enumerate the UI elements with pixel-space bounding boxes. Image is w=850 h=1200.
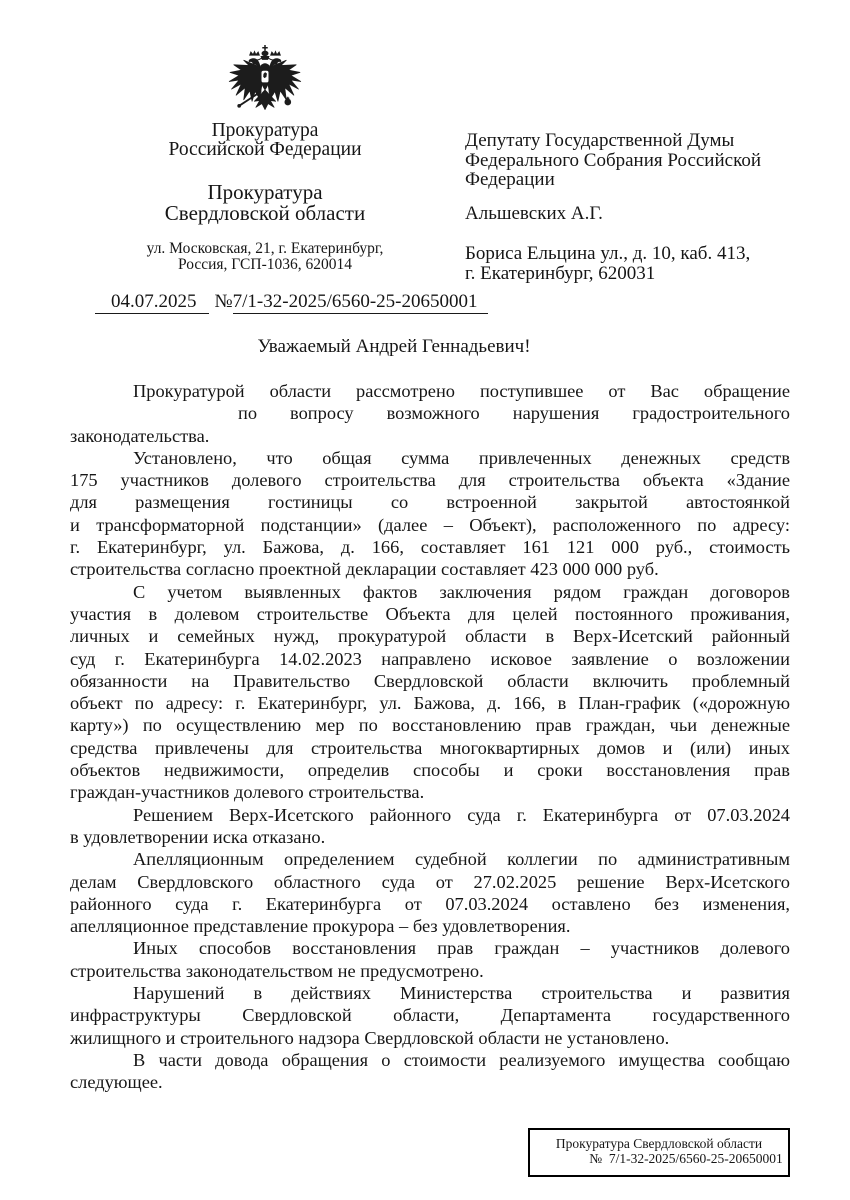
body-line: Нарушений в действиях Министерства строительства и развития bbox=[133, 983, 790, 1004]
stamp-org-name: Прокуратура Свердловской области bbox=[555, 1136, 763, 1151]
body-line: средства привлечены для строительства многоквартирных домов и (или) иных bbox=[70, 737, 790, 758]
sender-block bbox=[100, 45, 430, 273]
body-line: Прокуратурой области рассмотрено поступившее от Вас обращение bbox=[133, 381, 790, 401]
body-line: строительства согласно проектной декларации составляет 423 000 000 руб. bbox=[70, 559, 659, 580]
sender-address-line1: ул. Московская, 21, г. Екатеринбург, bbox=[146, 240, 384, 257]
body-line: участия в долевом строительстве Объекта для целей постоянного проживания, bbox=[70, 603, 790, 624]
paragraph bbox=[70, 1049, 790, 1094]
body-line: граждан-участников долевого строительства. bbox=[70, 782, 425, 803]
body-line: Установлено, что общая сумма привлеченных денежных средств bbox=[133, 447, 790, 468]
body-line: объектов недвижимости, определив способы и сроки восстановления прав bbox=[70, 760, 790, 781]
body-line: Иных способов восстановления прав граждан – участников долевого bbox=[133, 938, 790, 959]
org-name-federation-line1: Прокуратура bbox=[211, 120, 319, 141]
body-line: Апелляционным определением судебной коллегии по административным bbox=[133, 849, 790, 870]
body-line: В части довода обращения о стоимости реализуемого имущества сообщаю bbox=[133, 1049, 790, 1070]
org-name-federation-line2: Российской Федерации bbox=[168, 138, 362, 160]
recipient-position-line1: Депутату Государственной Думы bbox=[465, 130, 735, 151]
number-sign: № bbox=[214, 291, 233, 312]
body-line: районного суда г. Екатеринбурга от 07.03.2024 оставлено без изменения, bbox=[70, 893, 790, 914]
body-line: строительства законодательством не предусмотрено. bbox=[70, 960, 484, 981]
body-line: по вопросу возможного нарушения градостроительного bbox=[238, 403, 790, 424]
paragraph bbox=[70, 804, 790, 849]
body-line: обязанности на Правительство Свердловской области включить проблемный bbox=[70, 670, 790, 691]
recipient-position-line3: Федерации bbox=[465, 169, 555, 190]
body-line: объект по адресу: г. Екатеринбург, ул. Бажова, д. 166, в План-график («дорожную bbox=[70, 693, 790, 714]
body-line: апелляционное представление прокурора – без удовлетворения. bbox=[70, 916, 571, 937]
body-line: личных и семейных нужд, прокуратурой области в Верх-Исетский районный bbox=[70, 626, 790, 647]
recipient-position-line2: Федерального Собрания Российской bbox=[465, 149, 762, 171]
org-name-region-line2: Свердловской области bbox=[164, 201, 366, 225]
body-line: суд г. Екатеринбурга 14.02.2023 направлено исковое заявление о возложении bbox=[70, 648, 790, 669]
paragraph bbox=[70, 380, 790, 447]
paragraph bbox=[70, 937, 790, 982]
recipient-name: Альшевских А.Г. bbox=[465, 202, 603, 224]
paragraph bbox=[70, 447, 790, 581]
body-line: делам Свердловского областного суда от 27.02.2025 решение Верх-Исетского bbox=[70, 871, 790, 892]
body-line: для размещения гостиницы со встроенной закрытой автостоянкой bbox=[70, 492, 790, 513]
paragraph bbox=[70, 848, 790, 937]
recipient-block bbox=[465, 131, 805, 283]
document-number: 7/1-32-2025/6560-25-20650001 bbox=[233, 291, 488, 314]
body-line: инфраструктуры Свердловской области, Департамента государственного bbox=[70, 1005, 790, 1026]
document-date: 04.07.2025 bbox=[95, 291, 209, 314]
body-line: С учетом выявленных фактов заключения рядом граждан договоров bbox=[133, 581, 790, 602]
body-paragraphs bbox=[70, 380, 790, 1094]
reference-line bbox=[95, 291, 488, 314]
russian-coat-of-arms-icon bbox=[227, 45, 303, 118]
salutation: Уважаемый Андрей Геннадьевич! bbox=[257, 336, 531, 357]
recipient-address-line1: Бориса Ельцина ул., д. 10, каб. 413, bbox=[465, 243, 751, 264]
org-name-region-line1: Прокуратура bbox=[207, 180, 323, 204]
body-line: и трансформаторной подстанции» (далее – Объект), расположенного по адресу: bbox=[70, 514, 790, 535]
body-line: в удовлетворении иска отказано. bbox=[70, 826, 326, 847]
registration-stamp bbox=[528, 1128, 790, 1177]
paragraph bbox=[70, 581, 790, 804]
paragraph bbox=[70, 982, 790, 1049]
body-line: карту») по осуществлению мер по восстановлению прав граждан, чьи денежные bbox=[70, 715, 790, 736]
body-line: следующее. bbox=[70, 1072, 163, 1093]
body-line: г. Екатеринбург, ул. Бажова, д. 166, составляет 161 121 000 руб., стоимость bbox=[70, 537, 790, 558]
stamp-number: № 7/1-32-2025/6560-25-20650001 bbox=[589, 1151, 783, 1166]
sender-address-line2: Россия, ГСП-1036, 620014 bbox=[177, 256, 352, 273]
body-line: 175 участников долевого строительства для строительства объекта «Здание bbox=[70, 470, 790, 491]
body-line: законодательства. bbox=[70, 425, 210, 446]
body-line: Решением Верх-Исетского районного суда г. Екатеринбурга от 07.03.2024 bbox=[133, 804, 790, 825]
recipient-address-line2: г. Екатеринбург, 620031 bbox=[465, 262, 656, 284]
body-line: жилищного и строительного надзора Свердловской области не установлено. bbox=[70, 1027, 670, 1048]
